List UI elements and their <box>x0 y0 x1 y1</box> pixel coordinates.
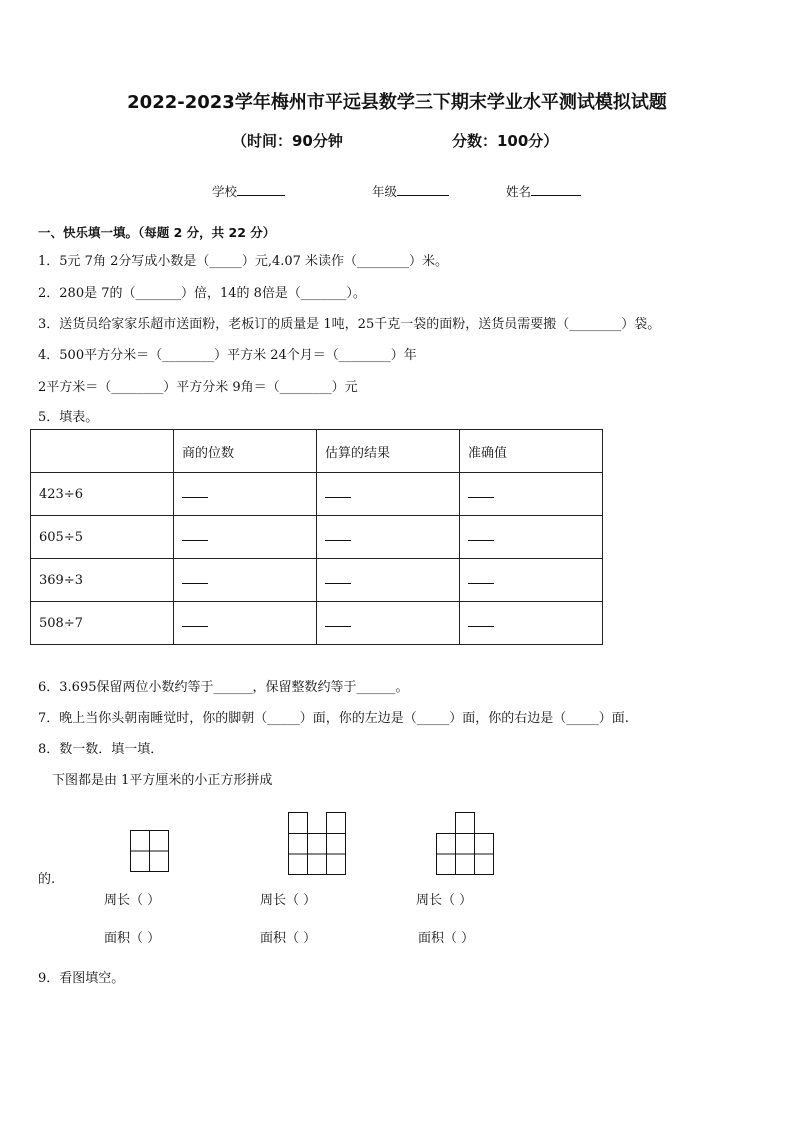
question-2: 2．280是 7的（_______）倍，14的 8倍是（_______）。 <box>38 286 366 301</box>
school-label: 学校 <box>212 184 238 199</box>
question-8-intro: 下图都是由 1平方厘米的小正方形拼成 <box>52 773 273 788</box>
question-9: 9．看图填空。 <box>38 971 125 986</box>
answer-blank <box>325 572 351 584</box>
question-7: 7．晚上当你头朝南睡觉时，你的脚朝（_____）面，你的左边是（_____）面，你的右边是（_____）面. <box>38 711 629 726</box>
page-title: 2022-2023学年梅州市平远县数学三下期末学业水平测试模拟试题 <box>127 92 667 113</box>
question-5: 5．填表。 <box>38 410 99 425</box>
name-label: 姓名 <box>506 184 532 199</box>
question-3: 3．送货员给家家乐超市送面粉，老板订的质量是 1吨，25千克一袋的面粉，送货员需要搬（________）袋。 <box>38 317 661 332</box>
figure-1-perimeter: 周长（ ） <box>104 893 161 908</box>
question-4b: 2平方米＝（________）平方分米 9角＝（________）元 <box>38 380 358 395</box>
answer-blank <box>325 615 351 627</box>
table-row <box>31 516 603 559</box>
table-row <box>31 602 603 645</box>
answer-blank <box>182 572 208 584</box>
table-row-label: 508÷7 <box>31 602 174 645</box>
answer-blank <box>468 529 494 541</box>
table-row <box>31 559 603 602</box>
table-row <box>31 473 603 516</box>
grade-label: 年级 <box>372 184 398 199</box>
table-header-cell: 估算的结果 <box>317 430 460 473</box>
answer-blank <box>325 486 351 498</box>
question-4a: 4．500平方分米＝（________）平方米 24个月＝（________）年 <box>38 348 417 363</box>
figure-3-area: 面积（ ） <box>418 931 475 946</box>
figure-3-perimeter: 周长（ ） <box>416 893 473 908</box>
table-header-cell: 商的位数 <box>174 430 317 473</box>
figure-double-tower <box>288 812 348 875</box>
figure-square-2x2 <box>130 830 170 872</box>
answer-blank <box>325 529 351 541</box>
figure-2-area: 面积（ ） <box>260 931 317 946</box>
answer-blank <box>182 486 208 498</box>
table-row-label: 369÷3 <box>31 559 174 602</box>
table-row-label: 423÷6 <box>31 473 174 516</box>
question-6: 6．3.695保留两位小数约等于______，保留整数约等于______。 <box>38 680 409 695</box>
school-field <box>212 182 285 200</box>
table-header-cell <box>31 430 174 473</box>
question-1: 1．5元 7角 2分写成小数是（_____）元,4.07 米读作（________）米。 <box>38 254 449 269</box>
name-field <box>506 182 581 200</box>
figure-stepped <box>436 812 496 875</box>
figure-2-perimeter: 周长（ ） <box>260 893 317 908</box>
estimation-table <box>30 429 603 645</box>
table-row-label: 605÷5 <box>31 516 174 559</box>
answer-blank <box>468 486 494 498</box>
grade-field <box>372 182 449 200</box>
answer-blank <box>182 615 208 627</box>
answer-blank <box>468 615 494 627</box>
table-header-row <box>31 430 603 473</box>
exam-time: （时间：90分钟 <box>232 132 343 150</box>
answer-blank <box>468 572 494 584</box>
section-heading: 一、快乐填一填。（每题 2 分，共 22 分） <box>38 225 276 240</box>
table-header-cell: 准确值 <box>460 430 603 473</box>
question-8-de: 的. <box>38 872 56 887</box>
answer-blank <box>182 529 208 541</box>
question-8: 8．数一数．填一填． <box>38 742 164 757</box>
exam-score: 分数：100分） <box>452 132 559 150</box>
figure-1-area: 面积（ ） <box>104 931 161 946</box>
